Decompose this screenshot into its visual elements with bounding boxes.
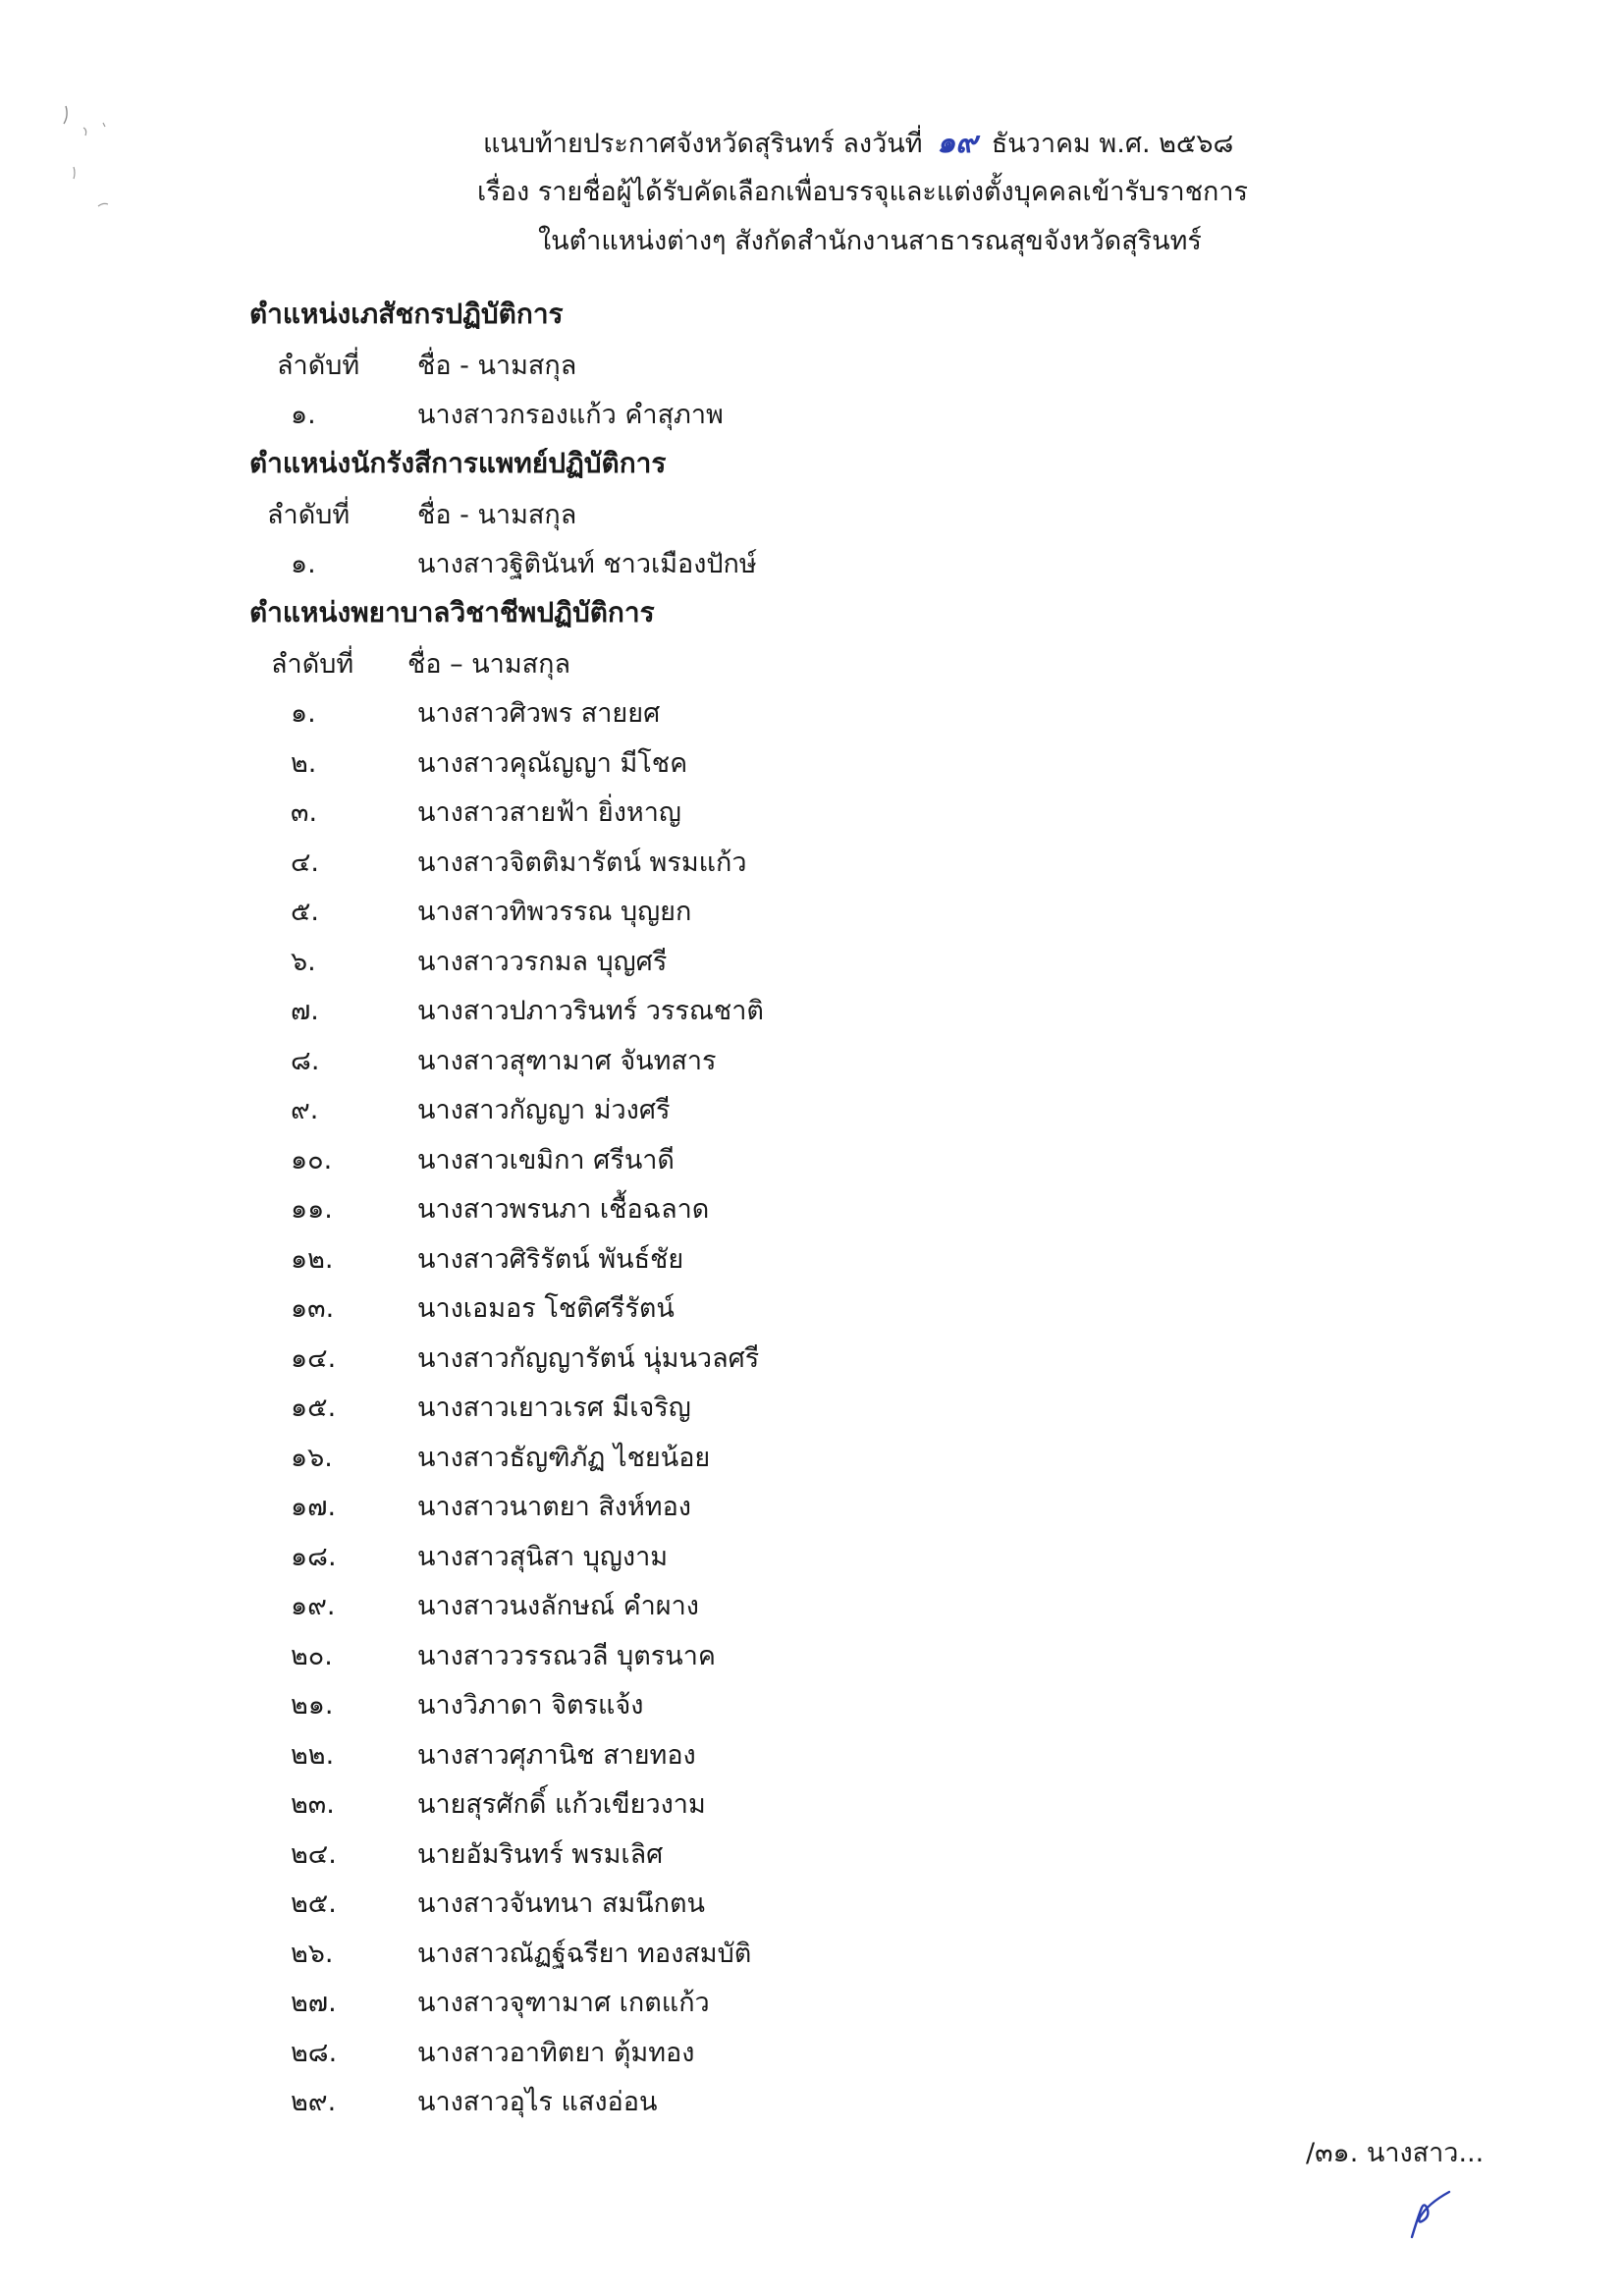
row-number: ๖. [291, 946, 316, 977]
table-row [0, 791, 1178, 840]
table-row [0, 1683, 1178, 1732]
row-name: นางสาวเขมิกา ศรีนาดี [417, 1144, 675, 1175]
signature-initial [1404, 2180, 1463, 2249]
row-number: ๒๗. [291, 1988, 337, 2018]
table-row [0, 1634, 1178, 1683]
table-row [0, 691, 1178, 740]
table-row [0, 2031, 1178, 2080]
row-number: ๒๑. [291, 1690, 334, 1721]
table-row [0, 1535, 1178, 1584]
table-row [0, 393, 1178, 442]
continuation-note: /๓๑. นางสาว... [1306, 2138, 1485, 2168]
handwritten-day: ๑๙ [937, 126, 978, 160]
table-row [0, 940, 1178, 989]
row-name: นางสาวปภาวรินทร์ วรรณชาติ [417, 996, 764, 1026]
row-name: นางสาวกรองแก้ว คำสุภาพ [417, 400, 724, 430]
row-number: ๕. [291, 897, 320, 927]
row-name: นางสาววรรณวลี บุตรนาค [417, 1640, 716, 1671]
table-row [0, 741, 1178, 791]
table-row [0, 841, 1178, 890]
row-number: ๙. [291, 1095, 319, 1125]
row-name: นางสาวทิพวรรณ บุญยก [417, 897, 692, 927]
row-number: ๒๒. [291, 1739, 335, 1771]
row-number: ๑. [291, 549, 316, 579]
header-date-suffix: ธันวาคม พ.ศ. ๒๕๖๘ [991, 129, 1234, 159]
column-header-name: ชื่อ - นามสกุล [417, 351, 577, 381]
row-name: นางสาวสายฟ้า ยิ่งหาญ [417, 797, 681, 828]
row-number: ๔. [291, 847, 320, 878]
row-number: ๑๔. [291, 1342, 337, 1374]
table-row [0, 1733, 1178, 1782]
row-name: นางสาวจันทนา สมนึกตน [417, 1888, 705, 1919]
table-row [0, 1187, 1178, 1236]
row-number: ๒๙. [291, 2087, 337, 2117]
row-name: นางสาวพรนภา เชื้อฉลาด [417, 1194, 710, 1225]
row-name: นางสาวศุภานิช สายทอง [417, 1739, 696, 1771]
row-name: นายสุรศักดิ์ แก้วเขียวงาม [417, 1789, 706, 1820]
table-row [0, 1237, 1178, 1286]
table-row [0, 1088, 1178, 1137]
row-number: ๑๑. [291, 1194, 333, 1225]
column-header-number: ลำดับที่ [277, 351, 360, 381]
row-name: นางสาวจิตติมารัตน์ พรมแก้ว [417, 847, 747, 878]
table-row [0, 1436, 1178, 1485]
row-number: ๑๗. [291, 1492, 337, 1522]
section-title-registered-nurse: ตำแหน่งพยาบาลวิชาชีพปฏิบัติการ [249, 596, 655, 629]
table-row [0, 1882, 1178, 1931]
row-name: นางสาวสุนิสา บุญงาม [417, 1541, 669, 1572]
row-name: นางสาวฐิตินันท์ ชาวเมืองปักษ์ [417, 549, 757, 579]
table-row [0, 1584, 1178, 1633]
row-name: นางเอมอร โชติศรีรัตน์ [417, 1293, 675, 1324]
column-header-name: ชื่อ - นามสกุล [417, 500, 577, 530]
column-header-name: ชื่อ – นามสกุล [407, 649, 570, 680]
section-title-pharmacist: ตำแหน่งเภสัชกรปฏิบัติการ [249, 298, 564, 330]
header-line-3: ในตำแหน่งต่างๆ สังกัดสำนักงานสาธารณสุขจังหวัดสุรินทร์ [538, 226, 1202, 256]
row-number: ๑๕. [291, 1393, 337, 1423]
row-name: นางสาวอาทิตยา ตุ้มทอง [417, 2037, 695, 2068]
row-name: นางสาวนงลักษณ์ คำผาง [417, 1591, 699, 1621]
row-name: นางสาวธัญฑิภัฏ ไชยน้อย [417, 1442, 711, 1473]
row-name: นางสาวสุฑามาศ จันทสาร [417, 1045, 717, 1076]
row-number: ๒๖. [291, 1938, 334, 1969]
table-row [0, 1981, 1178, 2030]
row-name: นางสาวคุณัญญา มีโชค [417, 747, 688, 779]
row-name: นางสาวนาตยา สิงห์ทอง [417, 1492, 691, 1522]
header-line-1 [483, 120, 1233, 168]
row-number: ๑๓. [291, 1293, 335, 1324]
row-number: ๒๓. [291, 1789, 335, 1820]
scan-mark-decoration [54, 98, 142, 226]
table-row [0, 1782, 1178, 1831]
table-row [0, 542, 1178, 591]
row-number: ๑๒. [291, 1243, 334, 1275]
row-number: ๓. [291, 797, 318, 828]
row-name: นางสาวอุไร แสงอ่อน [417, 2087, 658, 2117]
row-name: นางวิภาดา จิตรแจ้ง [417, 1690, 644, 1721]
row-number: ๒๕. [291, 1888, 337, 1919]
row-name: นางสาวศิวพร สายยศ [417, 698, 661, 729]
row-number: ๑๖. [291, 1442, 333, 1473]
row-name: นางสาวกัญญารัตน์ นุ่มนวลศรี [417, 1342, 760, 1374]
row-number: ๒๘. [291, 2037, 338, 2068]
row-number: ๗. [291, 996, 319, 1026]
row-number: ๒๐. [291, 1640, 333, 1671]
row-name: นางสาวเยาวเรศ มีเจริญ [417, 1393, 691, 1423]
header-prefix: แนบท้ายประกาศจังหวัดสุรินทร์ ลงวันที่ [483, 129, 923, 159]
column-header-number: ลำดับที่ [267, 500, 351, 530]
row-name: นางสาวณัฏฐ์ฉรียา ทองสมบัติ [417, 1938, 752, 1969]
table-row [0, 890, 1178, 939]
row-number: ๑๙. [291, 1591, 336, 1621]
row-name: นางสาวกัญญา ม่วงศรี [417, 1095, 671, 1125]
row-name: นายอัมรินทร์ พรมเลิศ [417, 1838, 664, 1870]
column-header-number: ลำดับที่ [271, 649, 354, 680]
row-number: ๑๐. [291, 1144, 333, 1175]
row-number: ๘. [291, 1045, 320, 1076]
row-number: ๒๔. [291, 1838, 337, 1870]
row-number: ๒. [291, 747, 317, 779]
row-name: นางสาวศิริรัตน์ พันธ์ชัย [417, 1243, 684, 1275]
header-line-2: เรื่อง รายชื่อผู้ได้รับคัดเลือกเพื่อบรรจุและแต่งตั้งบุคคลเข้ารับราชการ [477, 177, 1249, 207]
table-row [0, 1485, 1178, 1534]
table-row [0, 1386, 1178, 1435]
table-row [0, 1932, 1178, 1981]
row-number: ๑๘. [291, 1541, 337, 1572]
table-row [0, 1286, 1178, 1336]
table-row [0, 1138, 1178, 1187]
table-row [0, 1832, 1178, 1882]
table-row [0, 989, 1178, 1038]
row-number: ๑. [291, 400, 316, 430]
section-title-radiologic-tech: ตำแหน่งนักรังสีการแพทย์ปฏิบัติการ [249, 447, 667, 479]
table-row [0, 2080, 1178, 2129]
row-number: ๑. [291, 698, 316, 729]
row-name: นางสาวจุฑามาศ เกตแก้ว [417, 1988, 710, 2018]
table-row [0, 1039, 1178, 1088]
table-row [0, 1337, 1178, 1386]
row-name: นางสาววรกมล บุญศรี [417, 946, 668, 977]
